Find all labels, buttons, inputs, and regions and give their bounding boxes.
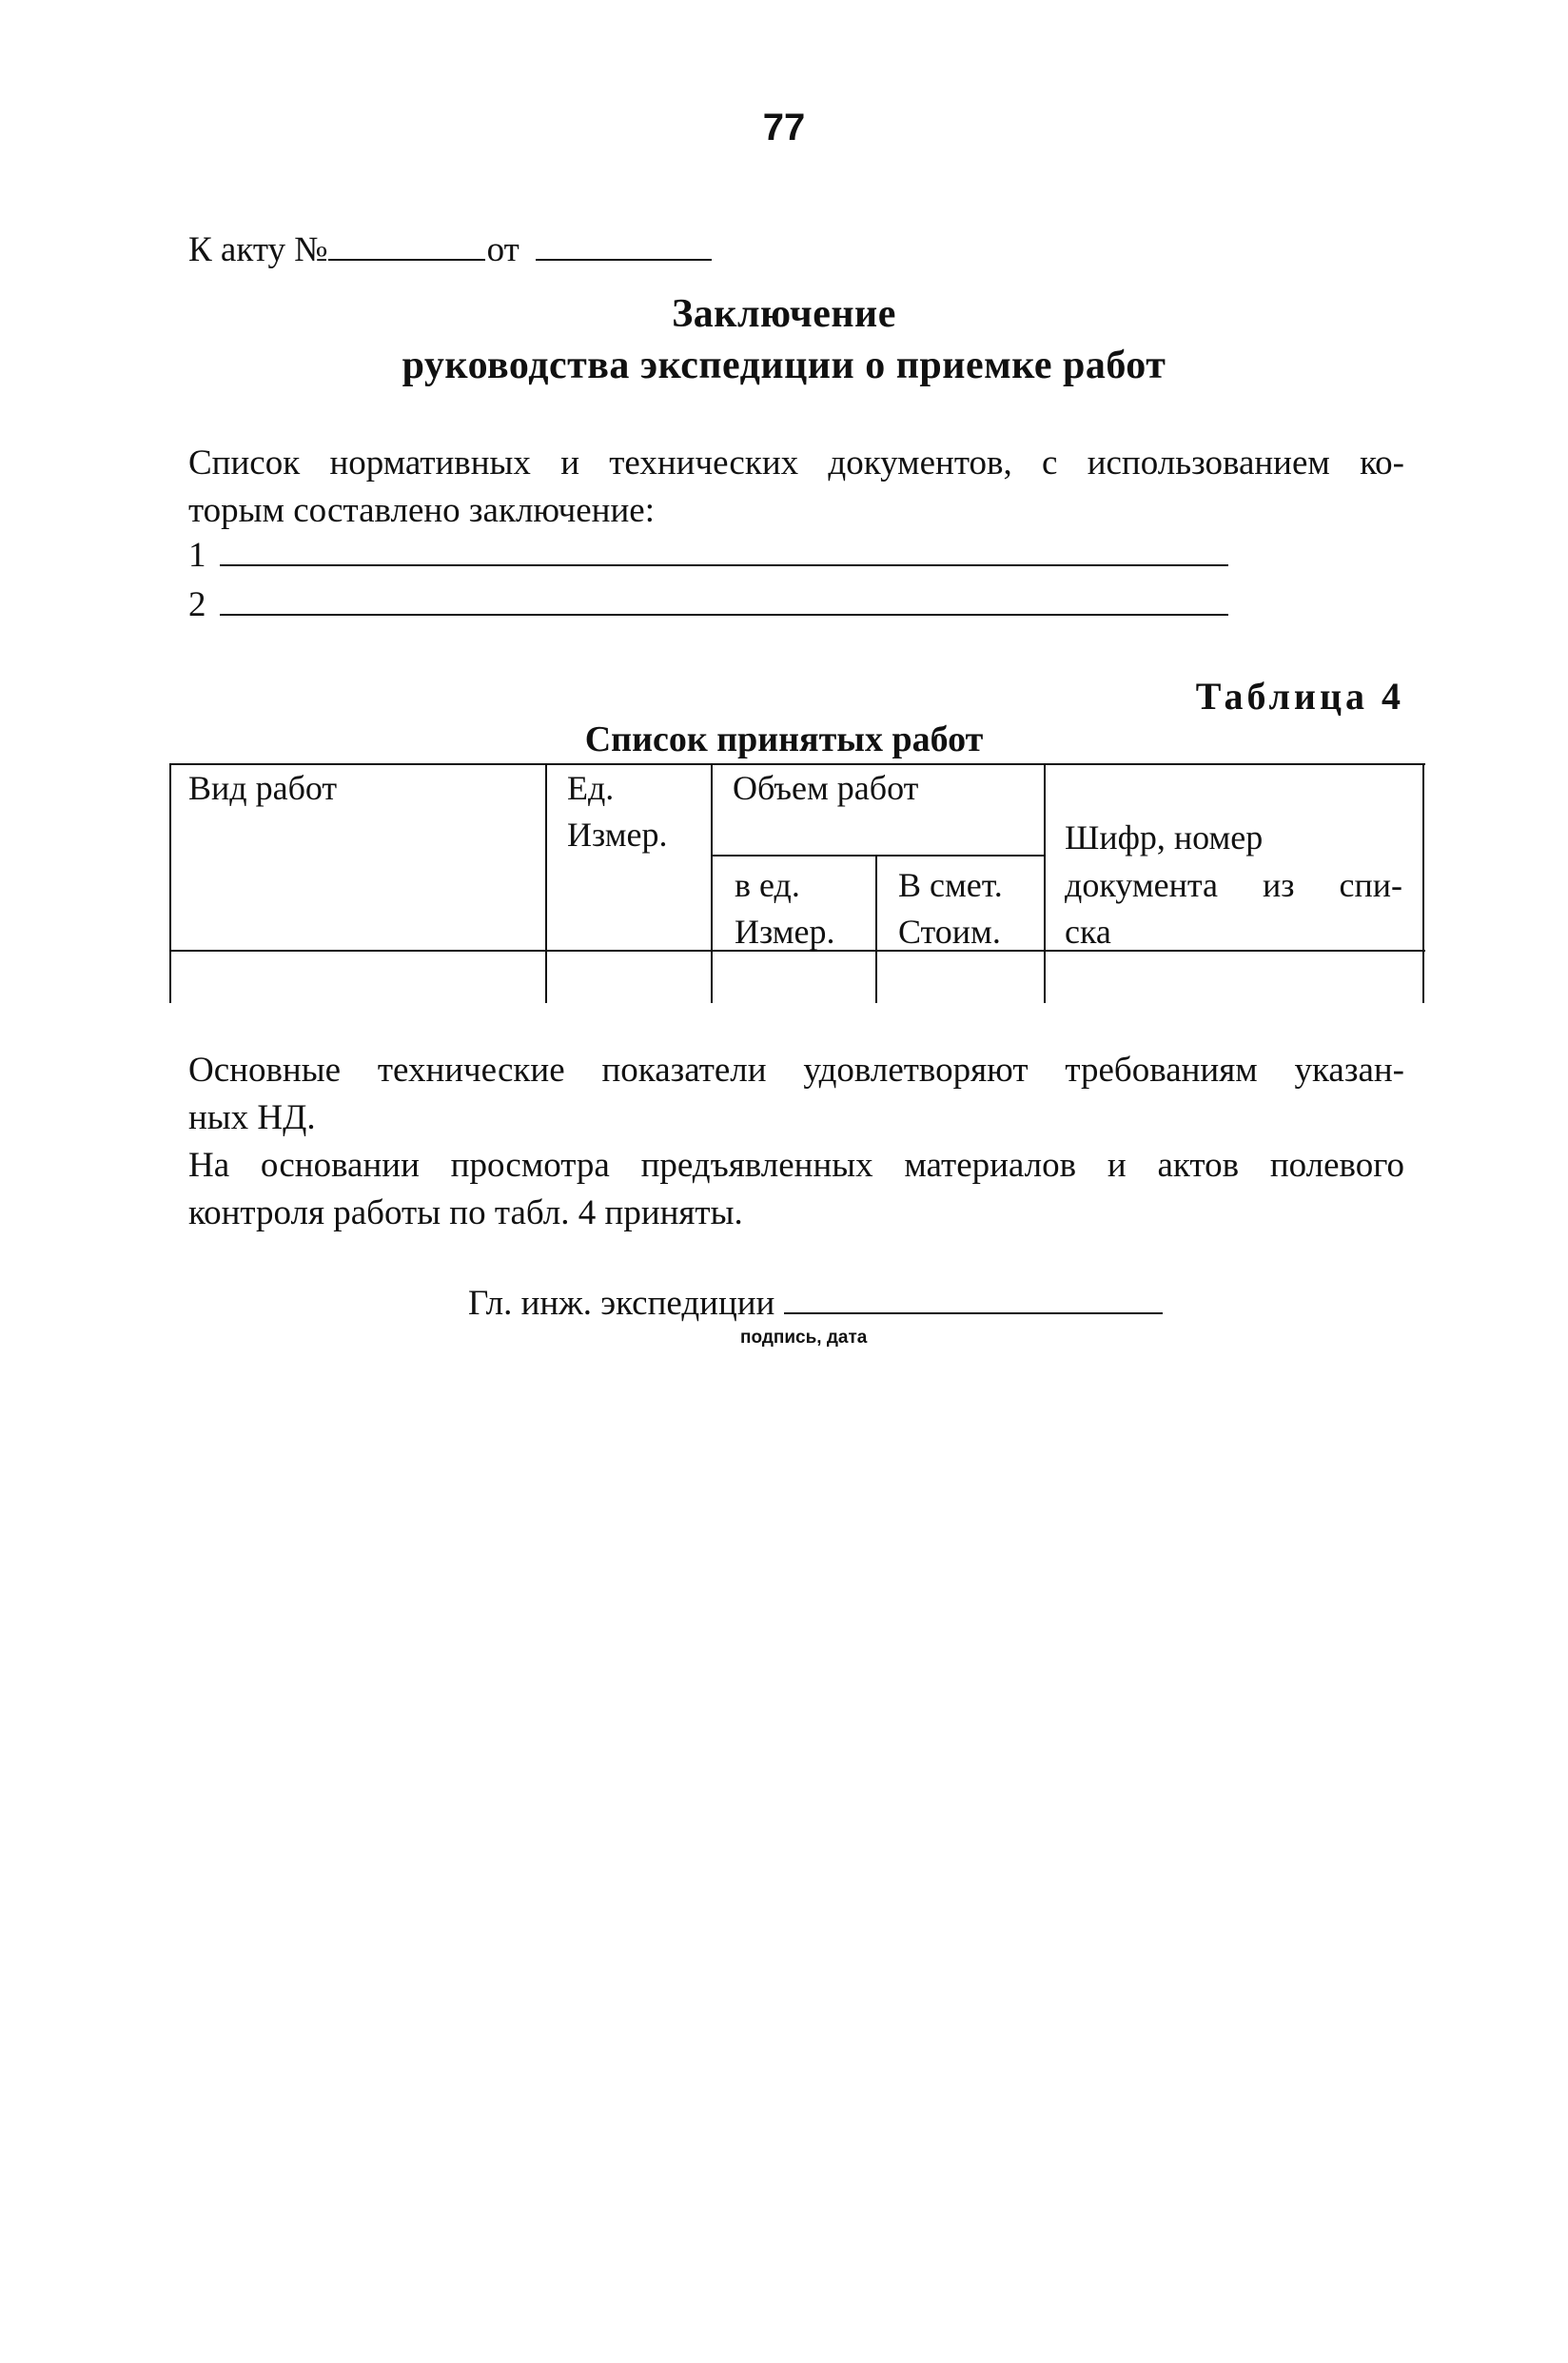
table-right-border (1422, 763, 1424, 1003)
header-unit-line-2: Измер. (567, 816, 668, 854)
conclusion-p1-line-2: ных НД. (188, 1098, 316, 1137)
header-code-line-1: Шифр, номер (1065, 818, 1264, 857)
header-in-cost-line-2: Стоим. (898, 913, 1001, 951)
act-date-blank (536, 226, 712, 261)
act-number-label: К акту № (188, 230, 328, 269)
header-work-type: Вид работ (188, 769, 338, 807)
act-number-blank (328, 226, 485, 261)
table-col-divider-1 (545, 763, 547, 1003)
header-volume: Объем работ (733, 769, 919, 807)
header-code-line-2: документа из спи- (1065, 866, 1402, 904)
header-in-units-line-2: Измер. (735, 913, 835, 951)
conclusion-paragraph-1 (188, 1047, 1404, 1142)
signature-label: Гл. инж. экспедиции (468, 1284, 775, 1323)
conclusion-p1-line-1: Основные технические показатели удовлетворяют требованиям указан- (188, 1051, 1404, 1090)
table-label: Таблица 4 (1195, 675, 1404, 718)
signature-caption: подпись, дата (740, 1328, 868, 1348)
document-list-blank (220, 585, 1228, 616)
conclusion-p2-line-2: контроля работы по табл. 4 приняты. (188, 1193, 743, 1232)
document-title: Заключение (672, 292, 896, 336)
document-list-number: 2 (188, 585, 206, 624)
table-left-border (169, 763, 171, 1003)
table-volume-divider (711, 855, 1044, 857)
table-title: Список принятых работ (584, 719, 984, 759)
header-code-line-3: ска (1065, 913, 1111, 951)
signature-line (468, 1283, 1163, 1324)
document-list-item-1 (188, 535, 1228, 576)
documents-intro-paragraph (188, 440, 1404, 535)
signature-blank (784, 1284, 1163, 1314)
page-number: 77 (762, 107, 806, 148)
documents-intro-line-2: торым составлено заключение: (188, 491, 655, 530)
document-list-number: 1 (188, 536, 206, 575)
header-in-cost-line-1: В смет. (898, 866, 1003, 904)
document-subtitle: руководства экспедиции о приемке работ (402, 344, 1166, 387)
act-date-label: от (486, 230, 519, 269)
act-reference-line (188, 226, 712, 270)
document-list-item-2 (188, 584, 1228, 625)
conclusion-paragraph-2 (188, 1142, 1404, 1237)
document-list-blank (220, 536, 1228, 566)
documents-intro-line-1: Список нормативных и технических документов, с использованием ко- (188, 443, 1404, 482)
table-col-divider-2 (711, 763, 713, 1003)
table-col-divider-4 (1044, 763, 1046, 1003)
conclusion-p2-line-1: На основании просмотра предъявленных материалов и актов полевого (188, 1146, 1404, 1185)
table-col-divider-3 (875, 855, 877, 1003)
header-unit-line-1: Ед. (567, 769, 615, 807)
header-in-units-line-1: в ед. (735, 866, 800, 904)
